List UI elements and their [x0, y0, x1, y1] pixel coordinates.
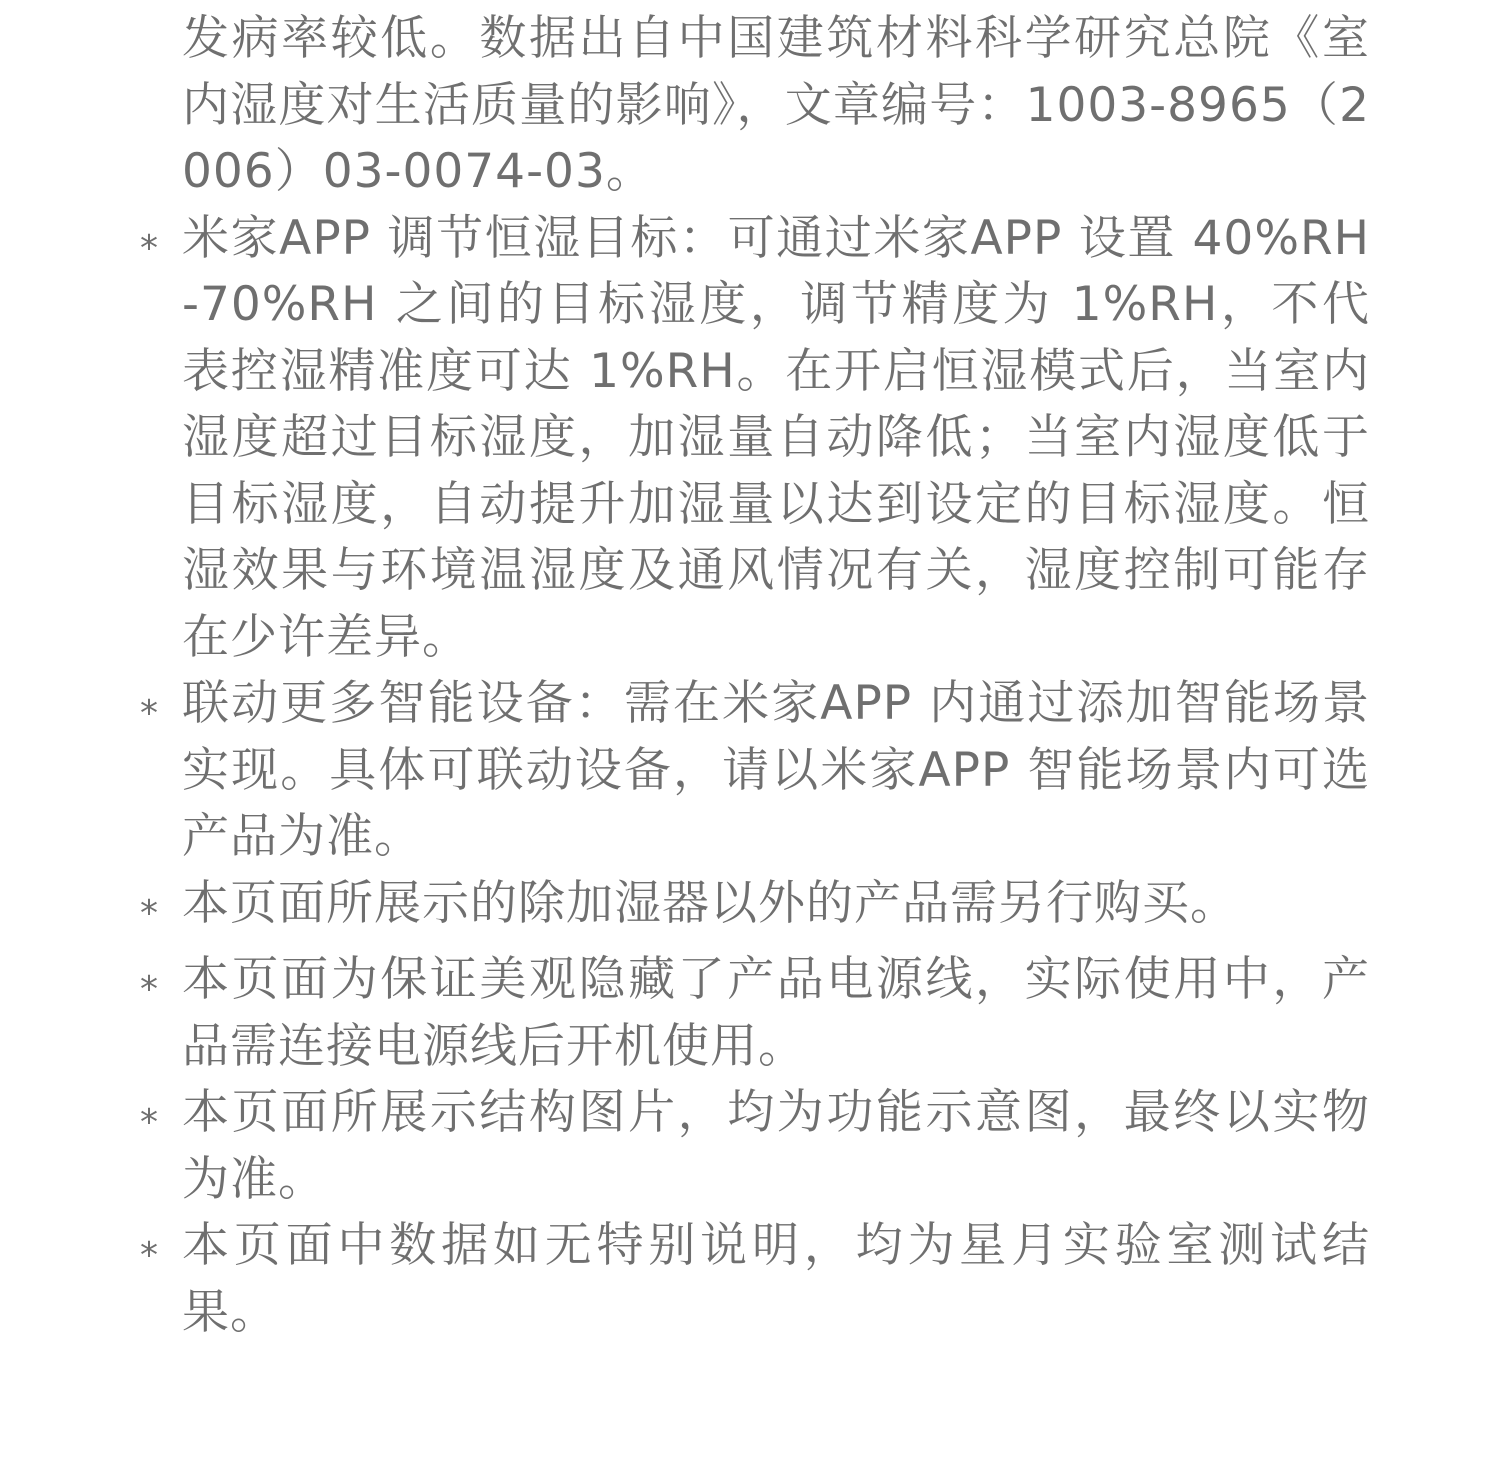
footnote-continuation [140, 6, 1370, 206]
footnote-text: 本页面所展示结构图片，均为功能示意图，最终以实物为准。 [182, 1085, 1370, 1207]
asterisk-icon: * [140, 892, 159, 934]
asterisk-icon: * [140, 1102, 159, 1143]
asterisk-icon: * [140, 969, 159, 1010]
footnote-text: 发病率较低。数据出自中国建筑材料科学研究总院《室内湿度对生活质量的影响》，文章编号：1003-8965（2006）03-0074-03。 [182, 11, 1370, 199]
asterisk-icon: * [140, 693, 159, 734]
footnote-text: 本页面所展示的除加湿器以外的产品需另行购买。 [182, 875, 1238, 931]
asterisk-icon: * [140, 227, 159, 269]
footnotes [140, 6, 1370, 1346]
footnote-item [140, 947, 1370, 1080]
footnote-item [140, 871, 1370, 948]
footnote-text: 米家APP 调节恒湿目标：可通过米家APP 设置 40%RH-70%RH 之间的目标湿度，调节精度为 1%RH，不代表控湿精准度可达 1%RH。在开启恒湿模式后，当室内湿度超过目标湿度，加湿量自动降低；当室内湿度低于目标湿度，自动提升加湿量以达到设定的目标湿度。恒湿效果与环境温湿度及通风情况有关，湿度控制可能存在少许差异。 [182, 210, 1370, 665]
footnote-text: 联动更多智能设备：需在米家APP 内通过添加智能场景实现。具体可联动设备，请以米家APP 智能场景内可选产品为准。 [182, 676, 1370, 864]
footnote-text: 本页面中数据如无特别说明，均为星月实验室测试结果。 [182, 1218, 1370, 1340]
footnote-item [140, 1080, 1370, 1213]
footnote-item [140, 1213, 1370, 1346]
footnote-item [140, 671, 1370, 871]
footnote-text: 本页面为保证美观隐藏了产品电源线，实际使用中，产品需连接电源线后开机使用。 [182, 952, 1370, 1074]
asterisk-icon: * [140, 1235, 159, 1276]
footnote-item [140, 206, 1370, 672]
